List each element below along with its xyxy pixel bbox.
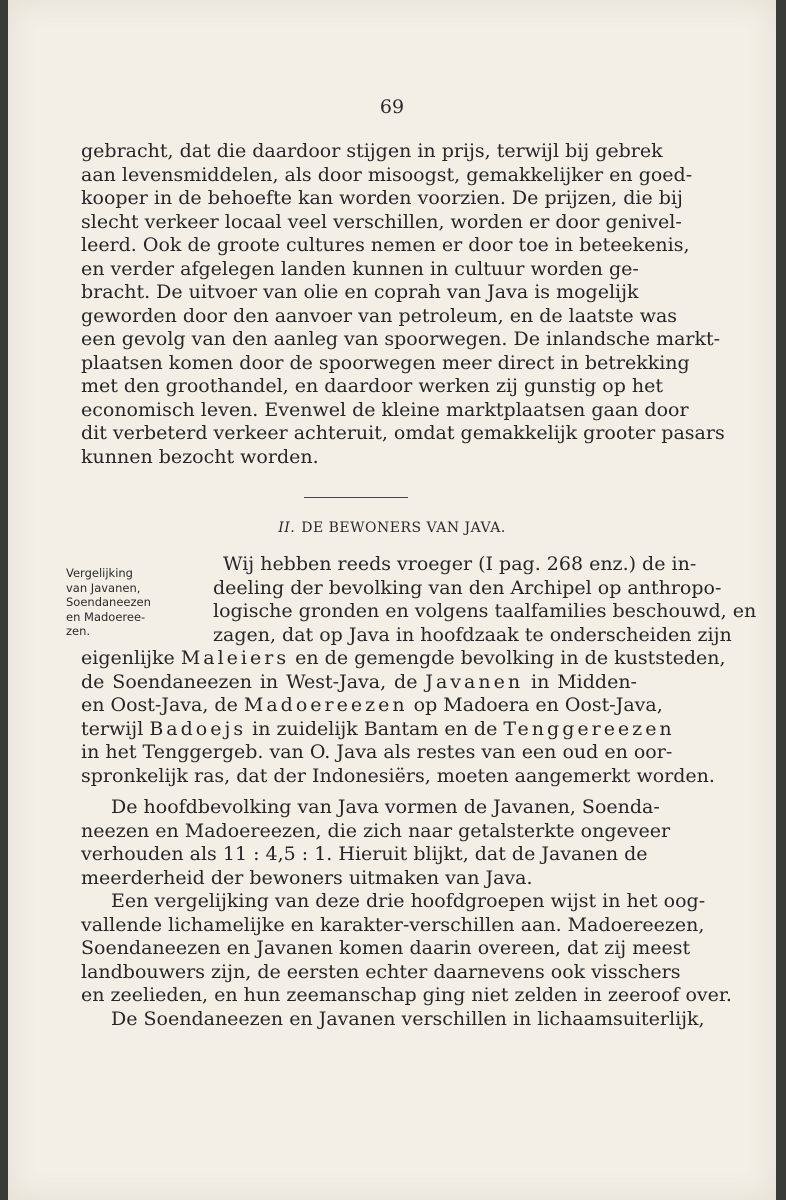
text-line: plaatsen komen door de spoorwegen meer direct in betrekking (81, 351, 690, 374)
margin-note-line: Vergelijking (66, 566, 133, 580)
emphasized-term: Tenggereezen (503, 717, 675, 740)
text-line: bracht. De uitvoer van olie en coprah van Java is mogelijk (81, 281, 639, 303)
text-line (81, 717, 675, 742)
text-line (81, 671, 637, 695)
text-line: verhouden als 11 : 4,5 : 1. Hieruit blijkt, dat de Javanen de (81, 843, 648, 865)
text-line: Een vergelijking van deze drie hoofdgroepen wijst in het oog- (111, 890, 706, 912)
text-line: logische gronden en volgens taalfamilies beschouwd, en (213, 600, 757, 622)
text-line (81, 647, 726, 671)
text-line: gebracht, dat die daardoor stijgen in prijs, terwijl bij gebrek (81, 140, 663, 162)
text-line: en verder afgelegen landen kunnen in cultuur worden ge- (81, 257, 639, 280)
emphasized-term: Badoejs (149, 717, 247, 740)
text-line: dit verbeterd verkeer achteruit, omdat gemakkelijk grooter pasars (81, 422, 725, 444)
text-line: in het Tenggergeb. van O. Java als restes van een oud en oor- (81, 741, 673, 763)
text-line: neezen en Madoereezen, die zich naar getalsterkte ongeveer (81, 819, 671, 842)
text-line: leerd. Ook de groote cultures nemen er door toe in beteekenis, (81, 234, 690, 256)
text-line: landbouwers zijn, de eersten echter daarnevens ook visschers (81, 960, 681, 983)
text-line: Wij hebben reeds vroeger (I pag. 268 enz.) de in- (223, 553, 697, 575)
text-line: De hoofdbevolking van Java vormen de Javanen, Soenda- (111, 796, 660, 818)
line-text: in zuidelijk Bantam en de (252, 717, 498, 740)
text-line: met den groothandel, en daardoor werken zij gunstig op het (81, 375, 664, 397)
text-line: kooper in de behoefte kan worden voorzien. De prijzen, die bij (81, 187, 683, 209)
line-text: terwijl (81, 717, 144, 740)
text-line: deeling der bevolking van den Archipel op anthropo- (213, 576, 722, 599)
hoofdbevolking-paragraph (81, 796, 671, 890)
page-number: 69 (379, 96, 405, 118)
text-line: meerderheid der bewoners uitmaken van Java. (81, 866, 533, 889)
margin-note-line: Soendaneezen (66, 595, 151, 609)
margin-note-line: en Madoeree- (66, 609, 146, 624)
text-line (81, 694, 663, 718)
text-line: zagen, dat op Java in hoofdzaak te onderscheiden zijn (213, 623, 732, 646)
text-line: economisch leven. Evenwel de kleine marktplaatsen gaan door (81, 398, 689, 421)
text-line: slecht verkeer locaal veel verschillen, worden er door genivel- (81, 210, 682, 233)
bewoners-paragraph (81, 553, 757, 788)
text-line: Soendaneezen en Javanen komen daarin overeen, dat zij meest (81, 937, 691, 959)
line-text: eigenlijke (81, 647, 175, 669)
line-text: in Midden- (531, 670, 637, 693)
section-title: DE BEWONERS VAN JAVA. (301, 520, 506, 536)
text-line: aan levensmiddelen, als door misoogst, gemakkelijker en goed- (81, 163, 693, 186)
text-line: een gevolg van den aanleg van spoorwegen. De inlandsche markt- (81, 328, 721, 350)
section-numeral: II. (278, 520, 296, 536)
text-line: De Soendaneezen en Javanen verschillen in lichaamsuiterlijk, (111, 1008, 705, 1030)
vergelijking-paragraph (81, 890, 732, 1008)
margin-note-line: zen. (66, 624, 91, 638)
section-heading (8, 520, 776, 536)
section-divider (304, 497, 408, 498)
book-page (8, 0, 776, 1200)
line-text: en de gemengde bevolking in de kuststeden, (295, 647, 726, 669)
emphasized-term: Maleiers (180, 647, 290, 669)
opening-paragraph (81, 140, 725, 469)
line-text: en Oost-Java, de (81, 694, 238, 716)
text-line: vallende lichamelijke en karakter-verschillen aan. Madoereezen, (81, 913, 705, 936)
soendaneezen-paragraph (81, 1008, 705, 1032)
margin-note-line: van Javanen, (66, 580, 141, 595)
emphasized-term: Javanen (425, 670, 524, 693)
text-line: en zeelieden, en hun zeemanschap ging niet zelden in zeeroof over. (81, 984, 732, 1006)
text-line: spronkelijk ras, dat der Indonesiërs, moeten aangemerkt worden. (81, 764, 715, 787)
emphasized-term: Madoereezen (243, 694, 408, 716)
text-line: geworden door den aanvoer van petroleum, en de laatste was (81, 304, 678, 327)
line-text: de Soendaneezen in West-Java, de (81, 670, 418, 693)
text-line: kunnen bezocht worden. (81, 445, 319, 468)
line-text: op Madoera en Oost-Java, (413, 694, 663, 716)
